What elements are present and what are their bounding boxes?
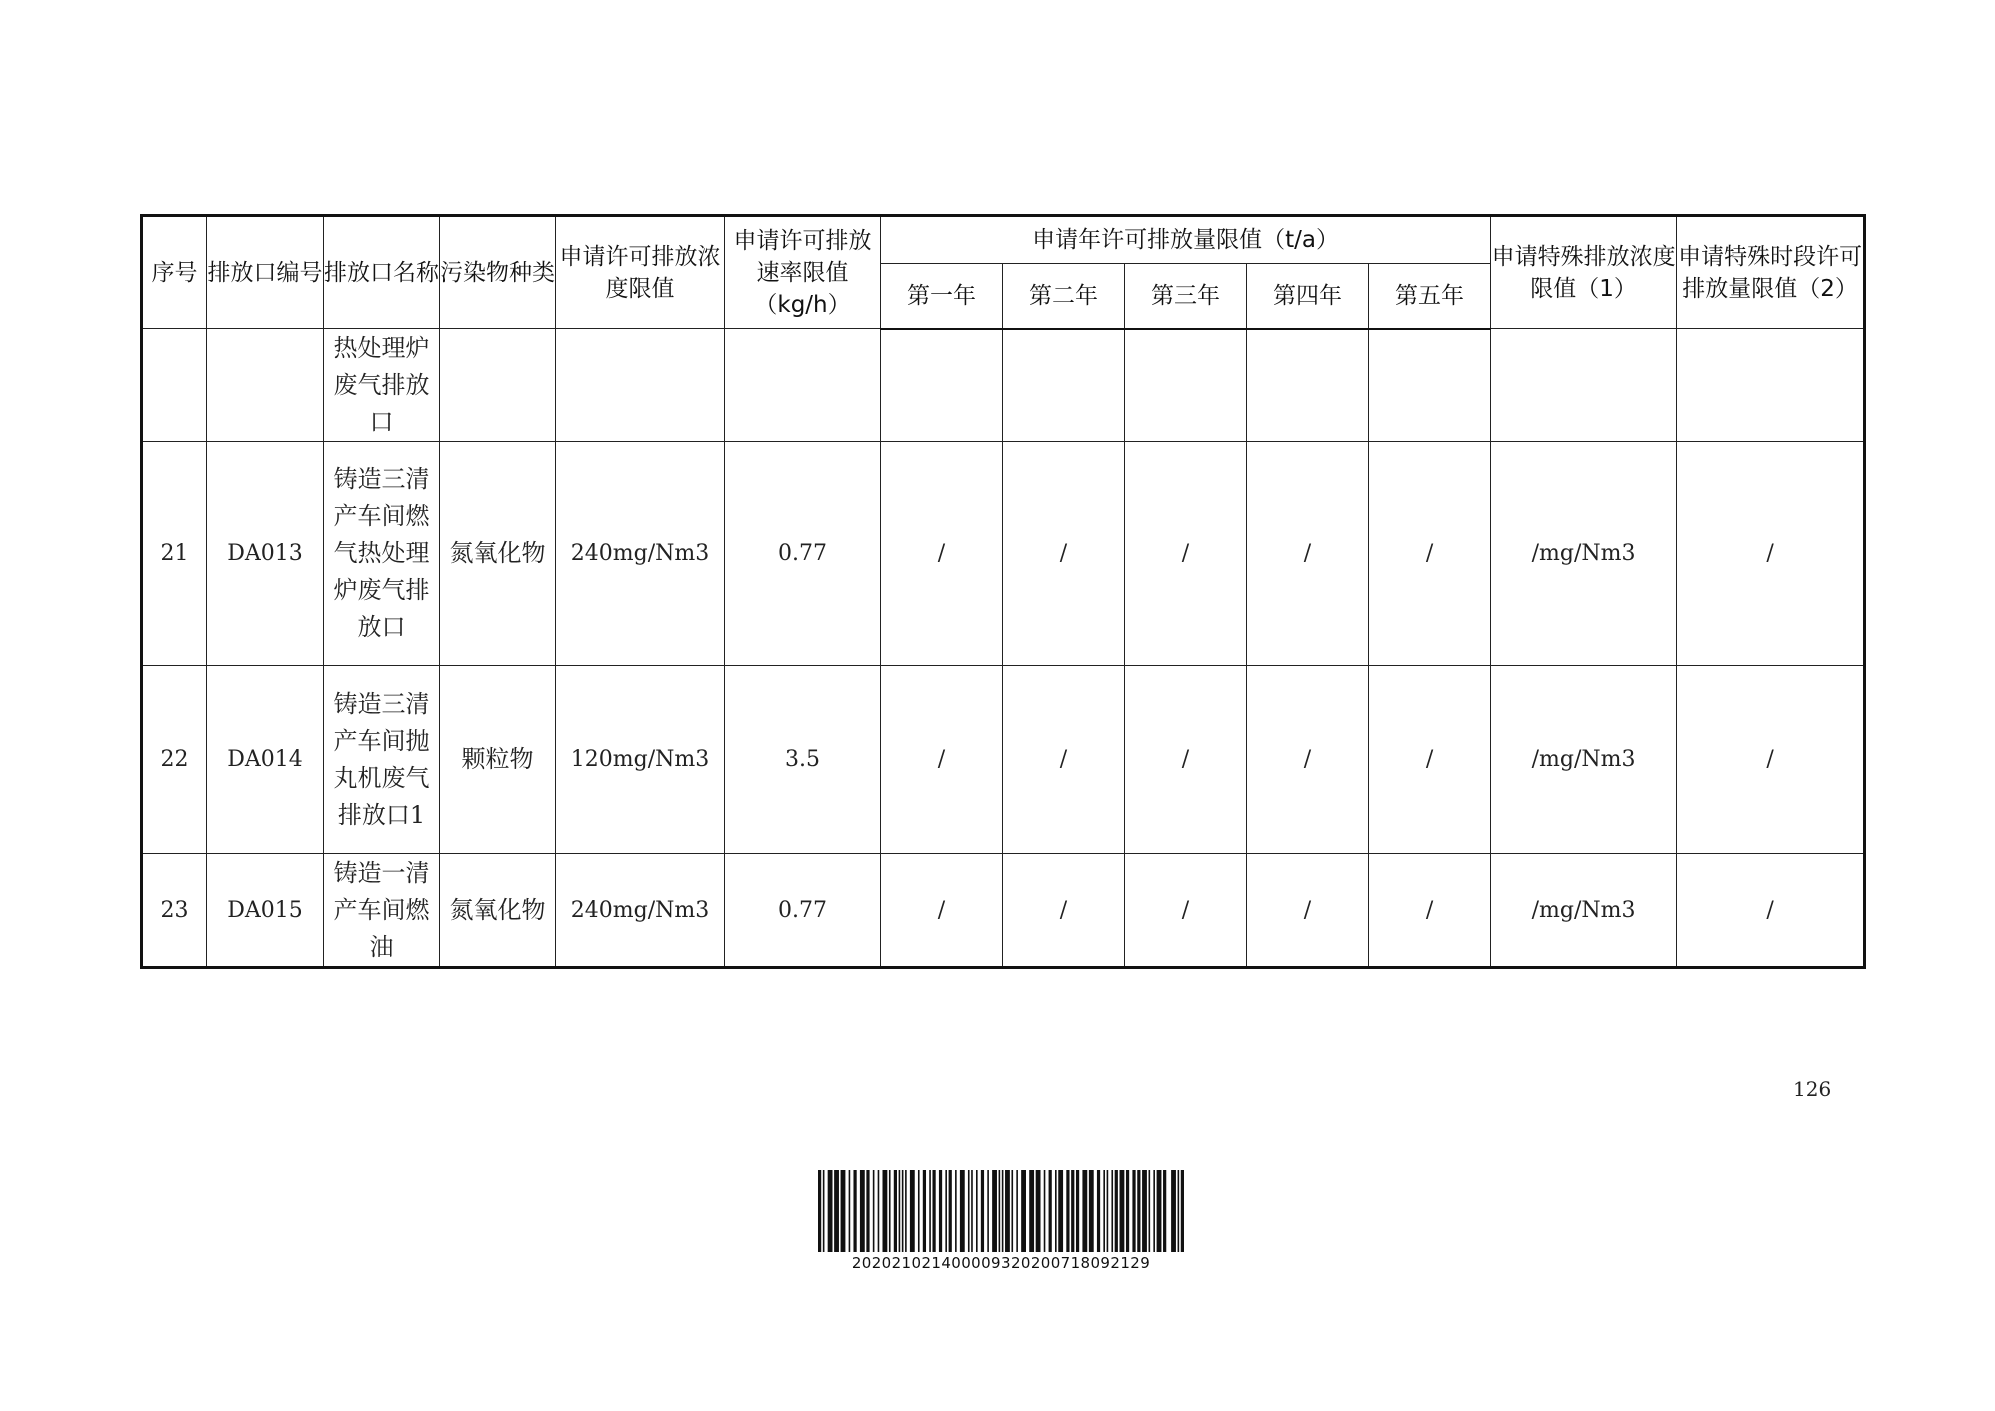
cell-year-5 [1369, 329, 1491, 442]
barcode-bar [945, 1170, 947, 1252]
barcode-bars [818, 1170, 1184, 1252]
cell-year-4: / [1247, 442, 1369, 666]
barcode-bar [1181, 1170, 1184, 1252]
barcode-bar [878, 1170, 880, 1252]
barcode-bar [853, 1170, 856, 1252]
header-rate-limit: 申请许可排放速率限值（kg/h） [725, 216, 881, 329]
barcode-bar [818, 1170, 821, 1252]
barcode-bar [1120, 1170, 1125, 1252]
cell-year-4: / [1247, 666, 1369, 854]
barcode-bar [1011, 1170, 1013, 1252]
header-special-concentration: 申请特殊排放浓度限值（1） [1491, 216, 1677, 329]
cell-seq: 23 [142, 854, 207, 968]
cell-outlet-name: 铸造一清产车间燃油 [324, 854, 440, 968]
barcode-bar [1163, 1170, 1166, 1252]
cell-pollutant: 氮氧化物 [440, 442, 556, 666]
header-year-5: 第五年 [1369, 264, 1491, 329]
cell-concentration: 240mg/Nm3 [556, 854, 725, 968]
barcode-bar [1089, 1170, 1094, 1252]
cell-year-1: / [881, 442, 1003, 666]
cell-year-2: / [1003, 666, 1125, 854]
cell-outlet-id: DA015 [207, 854, 324, 968]
cell-outlet-name: 铸造三清产车间抛丸机废气排放口1 [324, 666, 440, 854]
barcode-bar [1029, 1170, 1034, 1252]
barcode-bar [1171, 1170, 1176, 1252]
cell-year-3: / [1125, 666, 1247, 854]
barcode-number: 202021021400009320200718092129 [851, 1254, 1151, 1272]
barcode-bar [987, 1170, 989, 1252]
barcode-bar [902, 1170, 904, 1252]
barcode-bar [1049, 1170, 1052, 1252]
barcode-bar [1058, 1170, 1063, 1252]
cell-pollutant [440, 329, 556, 442]
barcode-bar [992, 1170, 997, 1252]
barcode-bar [971, 1170, 973, 1252]
barcode-bar [999, 1170, 1001, 1252]
cell-year-1 [881, 329, 1003, 442]
cell-concentration: 120mg/Nm3 [556, 666, 725, 854]
cell-outlet-id [207, 329, 324, 442]
barcode-bar [1149, 1170, 1151, 1252]
barcode-bar [1103, 1170, 1105, 1252]
barcode-bar [873, 1170, 875, 1252]
barcode-bar [939, 1170, 942, 1252]
cell-year-1: / [881, 666, 1003, 854]
barcode-bar [899, 1170, 901, 1252]
barcode-bar [1044, 1170, 1046, 1252]
header-outlet-id: 排放口编号 [207, 216, 324, 329]
barcode-bar [955, 1170, 957, 1252]
barcode-bar [849, 1170, 851, 1252]
cell-special-period: / [1677, 666, 1865, 854]
cell-year-5: / [1369, 442, 1491, 666]
cell-seq: 22 [142, 666, 207, 854]
cell-outlet-name: 铸造三清产车间燃气热处理炉废气排放口 [324, 442, 440, 666]
cell-pollutant: 颗粒物 [440, 666, 556, 854]
cell-year-3 [1125, 329, 1247, 442]
header-concentration-limit: 申请许可排放浓度限值 [556, 216, 725, 329]
header-seq: 序号 [142, 216, 207, 329]
barcode-bar [823, 1170, 825, 1252]
barcode-bar [860, 1170, 865, 1252]
cell-year-5: / [1369, 666, 1491, 854]
header-year-3: 第三年 [1125, 264, 1247, 329]
cell-rate: 3.5 [725, 666, 881, 854]
barcode-bar [1076, 1170, 1079, 1252]
cell-year-4 [1247, 329, 1369, 442]
cell-outlet-name: 热处理炉废气排放口 [324, 329, 440, 442]
cell-special-period [1677, 329, 1865, 442]
barcode-bar [1097, 1170, 1100, 1252]
barcode-bar [932, 1170, 935, 1252]
barcode-bar [889, 1170, 891, 1252]
cell-special-period: / [1677, 854, 1865, 968]
barcode-bar [1115, 1170, 1118, 1252]
barcode-bar [1055, 1170, 1057, 1252]
barcode-bar [1142, 1170, 1147, 1252]
barcode-bar [1178, 1170, 1180, 1252]
barcode-bar [1153, 1170, 1155, 1252]
table-row [142, 442, 1865, 666]
cell-year-3: / [1125, 442, 1247, 666]
permit-limits-table [140, 214, 1866, 969]
barcode-bar [1111, 1170, 1113, 1252]
cell-year-5: / [1369, 854, 1491, 968]
cell-year-2: / [1003, 854, 1125, 968]
cell-outlet-id: DA013 [207, 442, 324, 666]
cell-concentration [556, 329, 725, 442]
cell-year-2: / [1003, 442, 1125, 666]
cell-year-4: / [1247, 854, 1369, 968]
cell-rate: 0.77 [725, 442, 881, 666]
barcode-bar [1016, 1170, 1018, 1252]
barcode-bar [1002, 1170, 1004, 1252]
barcode-bar [960, 1170, 965, 1252]
cell-concentration: 240mg/Nm3 [556, 442, 725, 666]
barcode-bar [918, 1170, 920, 1252]
cell-rate [725, 329, 881, 442]
barcode-bar [923, 1170, 926, 1252]
cell-special-concentration: /mg/Nm3 [1491, 854, 1677, 968]
table-row [142, 329, 1865, 442]
cell-special-concentration: /mg/Nm3 [1491, 666, 1677, 854]
barcode-bar [1137, 1170, 1140, 1252]
cell-seq: 21 [142, 442, 207, 666]
cell-special-concentration [1491, 329, 1677, 442]
table-row [142, 666, 1865, 854]
barcode-bar [968, 1170, 970, 1252]
barcode-bar [905, 1170, 907, 1252]
barcode-bar [1021, 1170, 1026, 1252]
header-year-2: 第二年 [1003, 264, 1125, 329]
barcode-bar [834, 1170, 839, 1252]
barcode-bar [976, 1170, 978, 1252]
barcode-bar [1071, 1170, 1074, 1252]
cell-seq [142, 329, 207, 442]
header-outlet-name: 排放口名称 [324, 216, 440, 329]
barcode-bar [1132, 1170, 1135, 1252]
barcode-bar [1066, 1170, 1069, 1252]
cell-year-2 [1003, 329, 1125, 442]
barcode-bar [1126, 1170, 1129, 1252]
header-annual-limit: 申请年许可排放量限值（t/a） [881, 216, 1491, 264]
barcode-bar [841, 1170, 846, 1252]
barcode-bar [1107, 1170, 1109, 1252]
cell-special-concentration: /mg/Nm3 [1491, 442, 1677, 666]
barcode-bar [828, 1170, 833, 1252]
barcode-bar [910, 1170, 915, 1252]
header-year-1: 第一年 [881, 264, 1003, 329]
cell-year-3: / [1125, 854, 1247, 968]
barcode-bar [1082, 1170, 1087, 1252]
barcode [818, 1170, 1184, 1272]
barcode-bar [1005, 1170, 1010, 1252]
page-number: 126 [1793, 1077, 1832, 1101]
cell-special-period: / [1677, 442, 1865, 666]
table-row [142, 854, 1865, 968]
barcode-bar [981, 1170, 984, 1252]
barcode-bar [882, 1170, 887, 1252]
barcode-bar [929, 1170, 931, 1252]
barcode-bar [894, 1170, 897, 1252]
cell-pollutant: 氮氧化物 [440, 854, 556, 968]
header-year-4: 第四年 [1247, 264, 1369, 329]
cell-outlet-id: DA014 [207, 666, 324, 854]
cell-rate: 0.77 [725, 854, 881, 968]
barcode-bar [866, 1170, 869, 1252]
barcode-bar [949, 1170, 952, 1252]
header-pollutant: 污染物种类 [440, 216, 556, 329]
header-special-period: 申请特殊时段许可排放量限值（2） [1677, 216, 1865, 329]
barcode-bar [1157, 1170, 1162, 1252]
barcode-bar [1036, 1170, 1041, 1252]
cell-year-1: / [881, 854, 1003, 968]
